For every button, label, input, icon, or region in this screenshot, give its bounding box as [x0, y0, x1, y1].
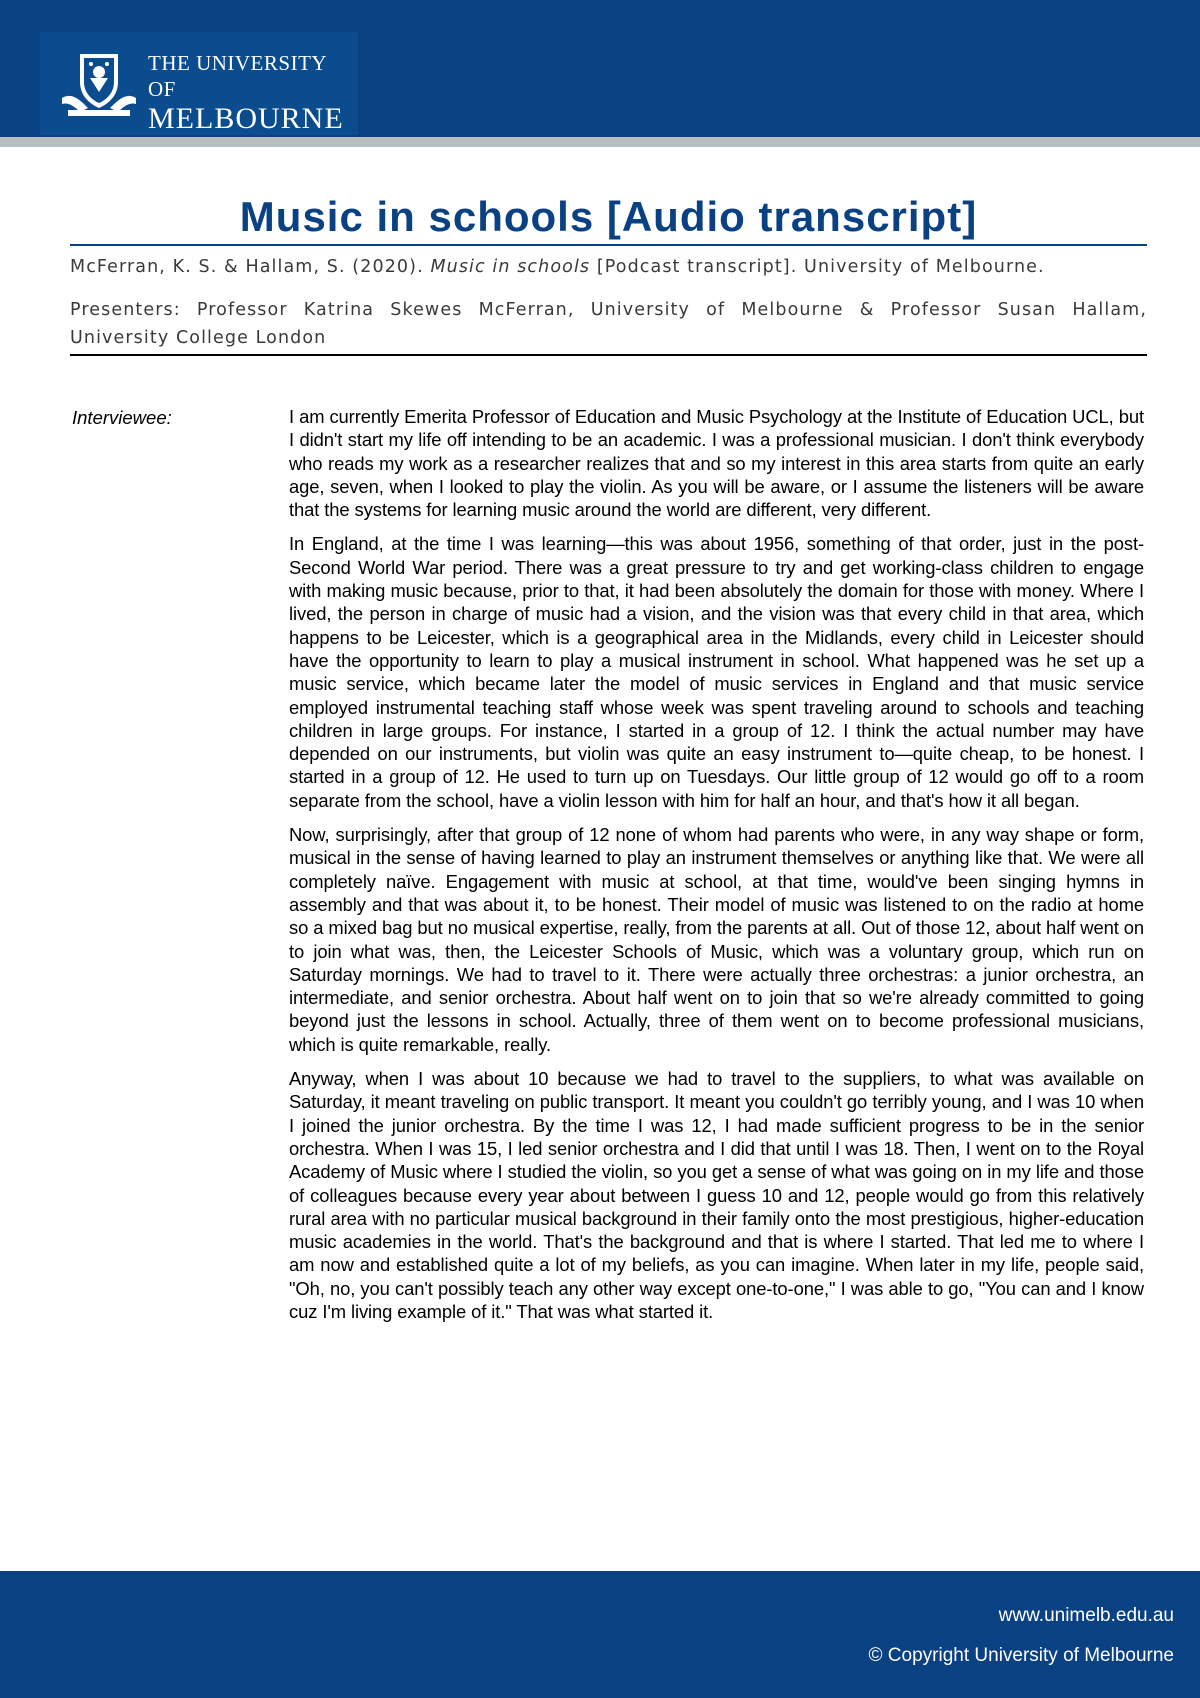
transcript-body	[289, 405, 1144, 1334]
presenters-line: Presenters: Professor Katrina Skewes McFerran, University of Melbourne & Professor Susan Hallam, University College London	[70, 296, 1147, 356]
footer-copyright: © Copyright University of Melbourne	[868, 1645, 1174, 1666]
transcript-paragraph: Now, surprisingly, after that group of 12 none of whom had parents who were, in any way shape or form, musical in the sense of having learned to play an instrument themselves or anything like that. We were all completely naïve. Engagement with music at school, at that time, would've been singing hymns in assembly and that was about it, to be honest. Their model of music was listened to on the radio at home so a mixed bag but no musical expertise, really, from the parents at all. Out of those 12, about half went on to join what was, then, the Leicester Schools of Music, which was a voluntary group, which run on Saturday mornings. We had to travel to it. There were actually three orchestras: a junior orchestra, an intermediate, and senior orchestra. About half went on to join that so we're already committed to going beyond just the lessons in school. Actually, three of them went on to become professional musicians, which is quite remarkable, really.	[289, 824, 1144, 1055]
university-logo[interactable]	[40, 32, 358, 135]
document-title: Music in schools [Audio transcript]	[70, 192, 1147, 246]
citation-title: Music in schools	[430, 257, 591, 277]
transcript-paragraph: I am currently Emerita Professor of Education and Music Psychology at the Institute of Education UCL, but I didn't start my life off intending to be an academic. I was a professional musician. I don't think everybody who reads my work as a researcher realizes that and so my interest in this area starts from quite an early age, seven, when I looked to play the violin. As you will be aware, or I assume the listeners will be aware that the systems for learning music around the world are different, very different.	[289, 406, 1144, 521]
speaker-label: Interviewee:	[72, 407, 172, 428]
citation-prefix: McFerran, K. S. & Hallam, S. (2020).	[70, 257, 424, 277]
logo-line-1: THE UNIVERSITY OF	[148, 51, 327, 101]
footer-website-link[interactable]: www.unimelb.edu.au	[998, 1605, 1174, 1626]
logo-line-2: MELBOURNE	[148, 102, 344, 135]
transcript-paragraph: Anyway, when I was about 10 because we had to travel to the suppliers, to what was available on Saturday, it meant traveling on public transport. It meant you couldn't go terribly young, and I was 10 when I joined the junior orchestra. By the time I was 12, I had made sufficient progress to be in the senior orchestra. When I was 15, I led senior orchestra and I did that until I was 18. Then, I went on to the Royal Academy of Music where I studied the violin, so you get a sense of what was going on in my life and those of colleagues because every year about between I guess 10 and 12, people would go from this relatively rural area with no particular musical background in their family onto the most prestigious, higher-education music academies in the world. That's the background and that is where I started. That led me to where I am now and established quite a lot of my beliefs, as you can imagine. When later in my life, people said, "Oh, no, you can't possibly teach any other way except one-to-one," I was able to go, "You can and I know cuz I'm living example of it." That was what started it.	[289, 1068, 1144, 1322]
citation	[70, 254, 1147, 280]
header-divider	[0, 137, 1200, 147]
transcript-paragraph: In England, at the time I was learning—this was about 1956, something of that order, just in the post-Second World War period. There was a great pressure to try and get working-class children to engage with making music because, prior to that, it had been absolutely the domain for those with money. Where I lived, the person in charge of music had a vision, and the vision was that every child in that area, which happens to be Leicester, which is a geographical area in the Midlands, every child in Leicester should have the opportunity to learn to play a musical instrument in school. What happened was he set up a music service, which became later the model of music services in England and that music service employed instrumental teaching staff whose week was spent traveling around to schools and teaching children in large groups. For instance, I started in a group of 12. I think the actual number may have depended on our instruments, but violin was quite an easy instrument to—quite cheap, to be honest. I started in a group of 12. He used to turn up on Tuesdays. Our little group of 12 would go off to a room separate from the school, have a violin lesson with him for half an hour, and that's how it all began.	[289, 533, 1144, 811]
title-block	[70, 192, 1147, 356]
citation-suffix: [Podcast transcript]. University of Melbourne.	[596, 257, 1045, 277]
footer-band	[0, 1571, 1200, 1698]
university-crest-icon	[58, 48, 140, 118]
